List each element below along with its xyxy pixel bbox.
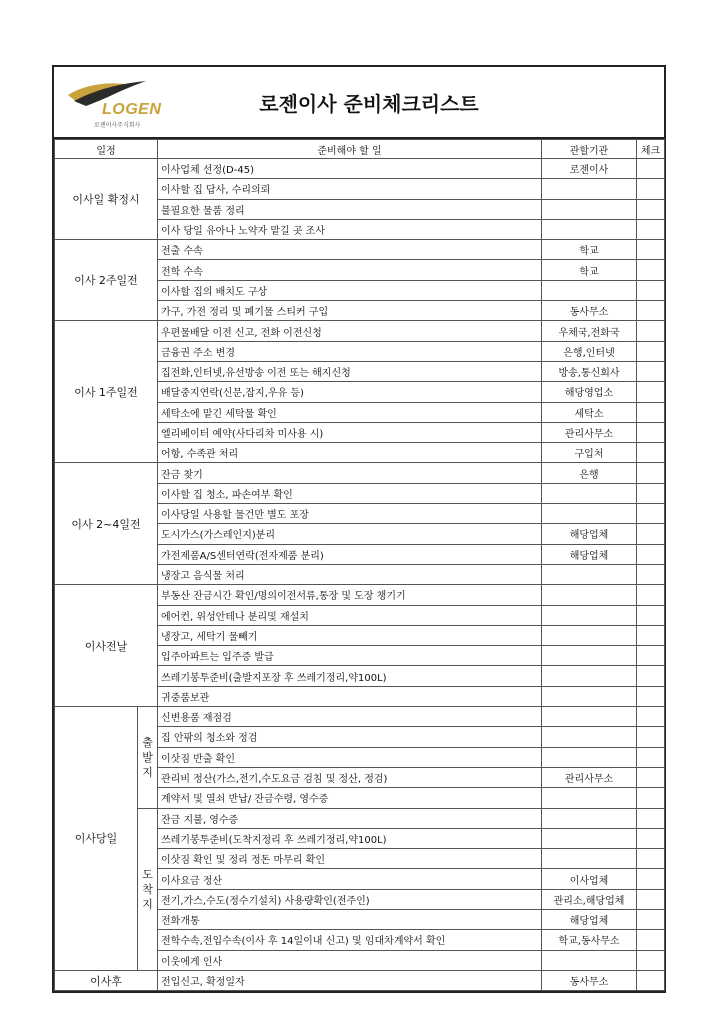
agency-cell: 학교,동사무소 — [542, 930, 637, 950]
agency-cell: 방송,통신회사 — [542, 361, 637, 381]
task-cell: 에어컨, 위성안테나 분리및 재설치 — [158, 605, 542, 625]
schedule-cell: 이사후 — [55, 970, 158, 990]
check-box[interactable] — [637, 828, 665, 848]
check-box[interactable] — [637, 950, 665, 970]
task-cell: 계약서 및 열쇠 반납/ 잔금수령, 영수증 — [158, 788, 542, 808]
table-body — [55, 159, 665, 991]
agency-cell — [542, 585, 637, 605]
schedule-cell: 이사일 확정시 — [55, 159, 158, 240]
task-cell: 냉장고 음식물 처리 — [158, 564, 542, 584]
agency-cell: 세탁소 — [542, 402, 637, 422]
task-cell: 쓰레기봉투준비(도착지정리 후 쓰레기정리,약100L) — [158, 828, 542, 848]
check-box[interactable] — [637, 909, 665, 929]
agency-cell: 해당영업소 — [542, 382, 637, 402]
task-cell: 가전제품A/S센터연락(전자제품 분리) — [158, 544, 542, 564]
table-row — [55, 707, 665, 727]
agency-cell — [542, 605, 637, 625]
task-cell: 어항, 수족관 처리 — [158, 443, 542, 463]
check-box[interactable] — [637, 361, 665, 381]
check-box[interactable] — [637, 301, 665, 321]
task-cell: 이사요금 정산 — [158, 869, 542, 889]
schedule-cell: 이사 2~4일전 — [55, 463, 158, 585]
agency-cell — [542, 727, 637, 747]
agency-cell — [542, 849, 637, 869]
check-box[interactable] — [637, 443, 665, 463]
task-cell: 이사 당일 유아나 노약자 맡길 곳 조사 — [158, 219, 542, 239]
col-header-task: 준비해야 할 일 — [158, 140, 542, 159]
check-box[interactable] — [637, 625, 665, 645]
check-box[interactable] — [637, 646, 665, 666]
check-box[interactable] — [637, 930, 665, 950]
check-box[interactable] — [637, 808, 665, 828]
task-cell: 집전화,인터넷,유선방송 이전 또는 해지신청 — [158, 361, 542, 381]
agency-cell — [542, 788, 637, 808]
check-box[interactable] — [637, 585, 665, 605]
logo-text: LOGEN — [102, 101, 162, 118]
task-cell: 이삿짐 확인 및 정리 정돈 마무리 확인 — [158, 849, 542, 869]
check-box[interactable] — [637, 179, 665, 199]
agency-cell — [542, 950, 637, 970]
check-box[interactable] — [637, 524, 665, 544]
agency-cell — [542, 280, 637, 300]
table-header-row — [55, 140, 665, 159]
check-box[interactable] — [637, 463, 665, 483]
task-cell: 이웃에게 인사 — [158, 950, 542, 970]
agency-cell — [542, 625, 637, 645]
col-header-agency: 관할기관 — [542, 140, 637, 159]
check-box[interactable] — [637, 707, 665, 727]
task-cell: 도시가스(가스레인지)분리 — [158, 524, 542, 544]
agency-cell: 이사업체 — [542, 869, 637, 889]
task-cell: 집 안팎의 청소와 정검 — [158, 727, 542, 747]
task-cell: 세탁소에 맡긴 세탁물 확인 — [158, 402, 542, 422]
task-cell: 전학 수속 — [158, 260, 542, 280]
check-box[interactable] — [637, 849, 665, 869]
col-header-schedule: 일정 — [55, 140, 158, 159]
task-cell: 이사할 집 답사, 수리의뢰 — [158, 179, 542, 199]
check-box[interactable] — [637, 605, 665, 625]
logo-subtitle: 로젠이사주식회사 — [94, 122, 141, 129]
task-cell: 전화개통 — [158, 909, 542, 929]
schedule-cell: 이사전날 — [55, 585, 158, 707]
table-row — [55, 585, 665, 605]
check-box[interactable] — [637, 422, 665, 442]
check-box[interactable] — [637, 686, 665, 706]
agency-cell: 구입처 — [542, 443, 637, 463]
task-cell: 불필요한 물품 정리 — [158, 199, 542, 219]
agency-cell: 학교 — [542, 240, 637, 260]
check-box[interactable] — [637, 280, 665, 300]
check-box[interactable] — [637, 219, 665, 239]
check-box[interactable] — [637, 727, 665, 747]
check-box[interactable] — [637, 382, 665, 402]
check-box[interactable] — [637, 159, 665, 179]
task-cell: 냉장고, 세탁기 물빼기 — [158, 625, 542, 645]
task-cell: 관리비 정산(가스,전기,수도요금 검침 및 정산, 정검) — [158, 767, 542, 787]
agency-cell: 은행,인터넷 — [542, 341, 637, 361]
task-cell: 쓰레기봉투준비(출발지포장 후 쓰레기정리,약100L) — [158, 666, 542, 686]
check-box[interactable] — [637, 564, 665, 584]
task-cell: 이사할 집의 배치도 구상 — [158, 280, 542, 300]
table-row — [55, 240, 665, 260]
table-row — [55, 159, 665, 179]
agency-cell: 동사무소 — [542, 301, 637, 321]
task-cell: 입주아파트는 입주증 발급 — [158, 646, 542, 666]
task-cell: 금융권 주소 변경 — [158, 341, 542, 361]
check-box[interactable] — [637, 767, 665, 787]
check-box[interactable] — [637, 666, 665, 686]
check-box[interactable] — [637, 260, 665, 280]
check-box[interactable] — [637, 889, 665, 909]
check-box[interactable] — [637, 341, 665, 361]
table-row — [55, 808, 665, 828]
checklist-sheet — [52, 65, 666, 993]
agency-cell: 학교 — [542, 260, 637, 280]
task-cell: 이사업체 선정(D-45) — [158, 159, 542, 179]
agency-cell — [542, 747, 637, 767]
agency-cell: 관리사무소 — [542, 767, 637, 787]
subgroup-cell: 출발지 — [138, 707, 158, 808]
agency-cell: 해당업체 — [542, 909, 637, 929]
check-box[interactable] — [637, 321, 665, 341]
task-cell: 잔금 찾기 — [158, 463, 542, 483]
check-box[interactable] — [637, 869, 665, 889]
agency-cell — [542, 219, 637, 239]
agency-cell — [542, 646, 637, 666]
check-box[interactable] — [637, 240, 665, 260]
task-cell: 전입신고, 확정일자 — [158, 970, 542, 990]
table-row — [55, 321, 665, 341]
task-cell: 가구, 가전 정리 및 폐기물 스티커 구입 — [158, 301, 542, 321]
agency-cell: 로젠이사 — [542, 159, 637, 179]
task-cell: 전출 수속 — [158, 240, 542, 260]
agency-cell — [542, 564, 637, 584]
agency-cell — [542, 483, 637, 503]
check-box[interactable] — [637, 402, 665, 422]
schedule-cell: 이사당일 — [55, 707, 138, 971]
schedule-cell: 이사 2주일전 — [55, 240, 158, 321]
task-cell: 잔금 지불, 영수증 — [158, 808, 542, 828]
agency-cell — [542, 179, 637, 199]
agency-cell: 관리사무소 — [542, 422, 637, 442]
check-box[interactable] — [637, 747, 665, 767]
table-row — [55, 463, 665, 483]
agency-cell — [542, 199, 637, 219]
task-cell: 엘리베이터 예약(사다리차 미사용 시) — [158, 422, 542, 442]
task-cell: 부동산 잔금시간 확인/명의이전서류,통장 및 도장 챙기기 — [158, 585, 542, 605]
col-header-check: 체크 — [637, 140, 665, 159]
task-cell: 신변용품 재점검 — [158, 707, 542, 727]
agency-cell: 해당업체 — [542, 524, 637, 544]
agency-cell — [542, 504, 637, 524]
check-box[interactable] — [637, 544, 665, 564]
agency-cell: 동사무소 — [542, 970, 637, 990]
task-cell: 이사당일 사용할 물건만 별도 포장 — [158, 504, 542, 524]
task-cell: 전기,가스,수도(정수기설치) 사용량확인(전주인) — [158, 889, 542, 909]
checklist-table — [54, 139, 665, 991]
page-title: 로젠이사 준비체크리스트 — [259, 92, 479, 116]
task-cell: 전학수속,전입수속(이사 후 14일이내 신고) 및 임대차계약서 확인 — [158, 930, 542, 950]
task-cell: 이삿짐 반출 확인 — [158, 747, 542, 767]
agency-cell: 우체국,전화국 — [542, 321, 637, 341]
agency-cell: 해당업체 — [542, 544, 637, 564]
task-cell: 배달중지연락(신문,잡지,우유 등) — [158, 382, 542, 402]
task-cell: 우편물배달 이전 신고, 전화 이전신청 — [158, 321, 542, 341]
schedule-cell: 이사 1주일전 — [55, 321, 158, 463]
check-box[interactable] — [637, 970, 665, 990]
agency-cell — [542, 686, 637, 706]
check-box[interactable] — [637, 504, 665, 524]
check-box[interactable] — [637, 199, 665, 219]
agency-cell — [542, 828, 637, 848]
agency-cell: 관리소,해당업체 — [542, 889, 637, 909]
header — [54, 67, 664, 139]
task-cell: 귀중품보관 — [158, 686, 542, 706]
check-box[interactable] — [637, 788, 665, 808]
agency-cell — [542, 707, 637, 727]
subgroup-cell: 도착지 — [138, 808, 158, 970]
agency-cell — [542, 666, 637, 686]
table-row — [55, 970, 665, 990]
agency-cell — [542, 808, 637, 828]
agency-cell: 은행 — [542, 463, 637, 483]
task-cell: 이사할 집 청소, 파손여부 확인 — [158, 483, 542, 503]
check-box[interactable] — [637, 483, 665, 503]
